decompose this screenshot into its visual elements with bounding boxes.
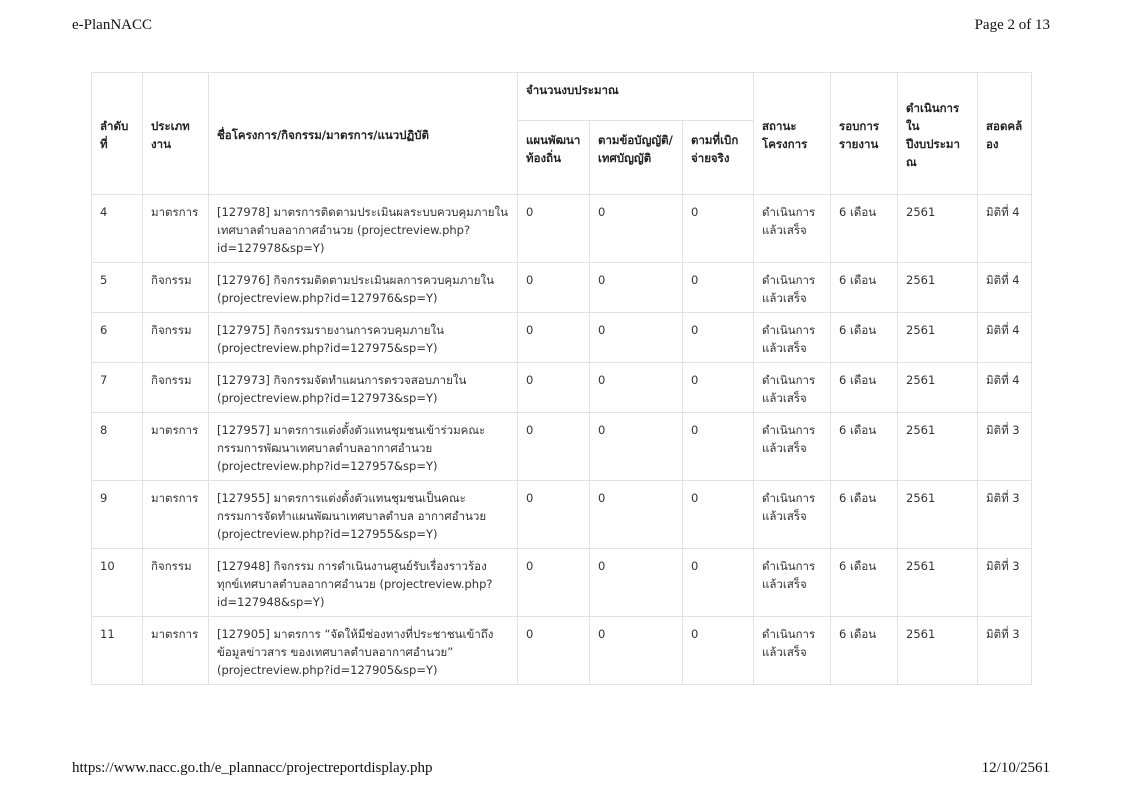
- cell-type: มาตรการ: [143, 617, 209, 685]
- col-header-round: รอบการรายงาน: [831, 73, 898, 195]
- page-url: https://www.nacc.go.th/e_plannacc/projectreportdisplay.php: [72, 760, 433, 776]
- cell-no: 9: [92, 481, 143, 549]
- cell-status: ดำเนินการแล้วเสร็จ: [754, 481, 831, 549]
- cell-budget-regulation: 0: [590, 195, 683, 263]
- cell-status: ดำเนินการแล้วเสร็จ: [754, 263, 831, 313]
- cell-project-name[interactable]: [127978] มาตรการติดตามประเมินผลระบบควบคุมภายในเทศบาลตำบลอากาศอำนวย (projectreview.php?id=127978&sp=Y): [209, 195, 518, 263]
- col-header-no: ลำดับที่: [92, 73, 143, 195]
- project-report-table: [91, 72, 1032, 685]
- col-header-type: ประเภทงาน: [143, 73, 209, 195]
- cell-consistent: มิติที่ 4: [978, 263, 1032, 313]
- cell-budget-actual: 0: [683, 549, 754, 617]
- cell-project-name[interactable]: [127973] กิจกรรมจัดทำแผนการตรวจสอบภายใน (projectreview.php?id=127973&sp=Y): [209, 363, 518, 413]
- cell-fiscal-year: 2561: [898, 263, 978, 313]
- cell-type: กิจกรรม: [143, 263, 209, 313]
- cell-budget-actual: 0: [683, 413, 754, 481]
- cell-round: 6 เดือน: [831, 413, 898, 481]
- col-header-name: ชื่อโครงการ/กิจกรรม/มาตรการ/แนวปฏิบัติ: [209, 73, 518, 195]
- cell-status: ดำเนินการแล้วเสร็จ: [754, 195, 831, 263]
- cell-budget-plan: 0: [518, 413, 590, 481]
- cell-budget-plan: 0: [518, 195, 590, 263]
- cell-round: 6 เดือน: [831, 617, 898, 685]
- cell-consistent: มิติที่ 3: [978, 413, 1032, 481]
- cell-budget-regulation: 0: [590, 263, 683, 313]
- cell-type: กิจกรรม: [143, 549, 209, 617]
- table-row: [92, 195, 1032, 263]
- cell-budget-regulation: 0: [590, 363, 683, 413]
- cell-budget-actual: 0: [683, 313, 754, 363]
- cell-project-name[interactable]: [127948] กิจกรรม การดำเนินงานศูนย์รับเรื่องราวร้องทุกข์เทศบาลตำบลอากาศอำนวย (projectreview.php?id=127948&sp=Y): [209, 549, 518, 617]
- cell-no: 10: [92, 549, 143, 617]
- cell-budget-regulation: 0: [590, 413, 683, 481]
- cell-round: 6 เดือน: [831, 363, 898, 413]
- cell-status: ดำเนินการแล้วเสร็จ: [754, 313, 831, 363]
- cell-budget-plan: 0: [518, 549, 590, 617]
- cell-no: 4: [92, 195, 143, 263]
- table-row: [92, 263, 1032, 313]
- cell-fiscal-year: 2561: [898, 413, 978, 481]
- cell-budget-actual: 0: [683, 481, 754, 549]
- col-header-budget-regulation: ตามข้อบัญญัติ/เทศบัญญัติ: [590, 121, 683, 195]
- cell-round: 6 เดือน: [831, 313, 898, 363]
- cell-budget-plan: 0: [518, 617, 590, 685]
- cell-fiscal-year: 2561: [898, 617, 978, 685]
- cell-status: ดำเนินการแล้วเสร็จ: [754, 617, 831, 685]
- cell-round: 6 เดือน: [831, 195, 898, 263]
- col-header-fiscal-year: ดำเนินการในปีงบประมาณ: [898, 73, 978, 195]
- cell-budget-actual: 0: [683, 195, 754, 263]
- cell-consistent: มิติที่ 4: [978, 313, 1032, 363]
- cell-no: 11: [92, 617, 143, 685]
- cell-status: ดำเนินการแล้วเสร็จ: [754, 413, 831, 481]
- cell-project-name[interactable]: [127976] กิจกรรมติดตามประเมินผลการควบคุมภายใน (projectreview.php?id=127976&sp=Y): [209, 263, 518, 313]
- page-header-title: e-PlanNACC: [72, 17, 152, 33]
- table-row: [92, 481, 1032, 549]
- table-row: [92, 617, 1032, 685]
- col-header-status: สถานะโครงการ: [754, 73, 831, 195]
- cell-project-name[interactable]: [127957] มาตรการแต่งตั้งตัวแทนชุมชนเข้าร่วมคณะกรรมการพัฒนาเทศบาลตำบลอากาศอำนวย (projectreview.php?id=127957&sp=Y): [209, 413, 518, 481]
- cell-budget-regulation: 0: [590, 617, 683, 685]
- cell-fiscal-year: 2561: [898, 313, 978, 363]
- cell-type: มาตรการ: [143, 481, 209, 549]
- cell-consistent: มิติที่ 3: [978, 549, 1032, 617]
- table-row: [92, 549, 1032, 617]
- cell-consistent: มิติที่ 4: [978, 363, 1032, 413]
- cell-budget-regulation: 0: [590, 549, 683, 617]
- table-row: [92, 413, 1032, 481]
- cell-budget-actual: 0: [683, 263, 754, 313]
- col-header-budget-plan: แผนพัฒนาท้องถิ่น: [518, 121, 590, 195]
- page-number: Page 2 of 13: [974, 17, 1050, 33]
- cell-project-name[interactable]: [127975] กิจกรรมรายงานการควบคุมภายใน (projectreview.php?id=127975&sp=Y): [209, 313, 518, 363]
- table-row: [92, 363, 1032, 413]
- cell-no: 5: [92, 263, 143, 313]
- print-date: 12/10/2561: [981, 760, 1050, 776]
- cell-budget-plan: 0: [518, 263, 590, 313]
- cell-type: กิจกรรม: [143, 363, 209, 413]
- cell-consistent: มิติที่ 3: [978, 481, 1032, 549]
- col-header-budget-actual: ตามที่เบิกจ่ายจริง: [683, 121, 754, 195]
- cell-budget-actual: 0: [683, 363, 754, 413]
- table-row: [92, 313, 1032, 363]
- cell-consistent: มิติที่ 3: [978, 617, 1032, 685]
- cell-budget-actual: 0: [683, 617, 754, 685]
- cell-fiscal-year: 2561: [898, 363, 978, 413]
- cell-type: กิจกรรม: [143, 313, 209, 363]
- col-header-consistent: สอดคล้อง: [978, 73, 1032, 195]
- cell-budget-plan: 0: [518, 313, 590, 363]
- col-header-budget-group: จำนวนงบประมาณ: [518, 73, 754, 121]
- cell-fiscal-year: 2561: [898, 549, 978, 617]
- cell-no: 8: [92, 413, 143, 481]
- cell-round: 6 เดือน: [831, 549, 898, 617]
- cell-project-name[interactable]: [127905] มาตรการ “จัดให้มีช่องทางที่ประชาชนเข้าถึงข้อมูลข่าวสาร ของเทศบาลตำบลอากาศอำนวย” (projectreview.php?id=127905&sp=Y): [209, 617, 518, 685]
- cell-status: ดำเนินการแล้วเสร็จ: [754, 549, 831, 617]
- cell-round: 6 เดือน: [831, 263, 898, 313]
- cell-type: มาตรการ: [143, 195, 209, 263]
- cell-type: มาตรการ: [143, 413, 209, 481]
- cell-status: ดำเนินการแล้วเสร็จ: [754, 363, 831, 413]
- cell-budget-regulation: 0: [590, 481, 683, 549]
- cell-no: 6: [92, 313, 143, 363]
- cell-round: 6 เดือน: [831, 481, 898, 549]
- cell-fiscal-year: 2561: [898, 481, 978, 549]
- cell-budget-plan: 0: [518, 363, 590, 413]
- cell-no: 7: [92, 363, 143, 413]
- cell-budget-regulation: 0: [590, 313, 683, 363]
- cell-consistent: มิติที่ 4: [978, 195, 1032, 263]
- cell-project-name[interactable]: [127955] มาตรการแต่งตั้งตัวแทนชุมชนเป็นคณะกรรมการจัดทำแผนพัฒนาเทศบาลตำบล อากาศอำนวย (projectreview.php?id=127955&sp=Y): [209, 481, 518, 549]
- cell-fiscal-year: 2561: [898, 195, 978, 263]
- cell-budget-plan: 0: [518, 481, 590, 549]
